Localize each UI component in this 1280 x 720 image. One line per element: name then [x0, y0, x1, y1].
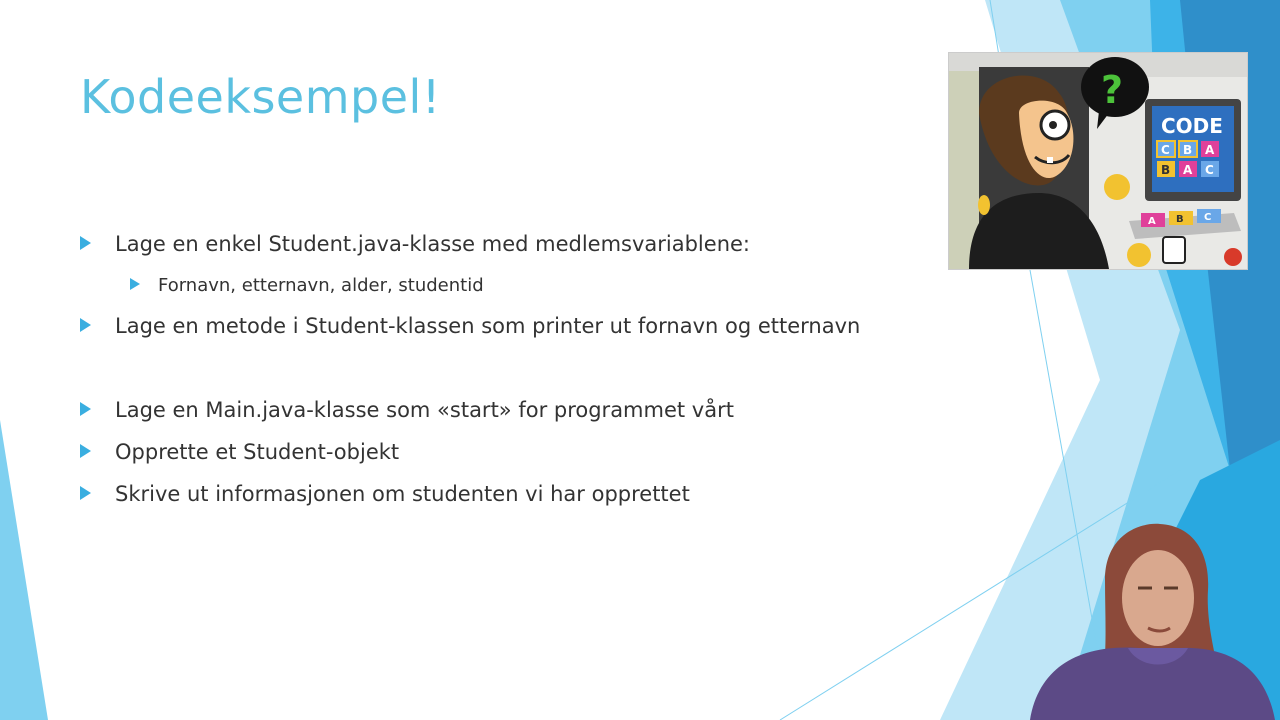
bullet-arrow-icon — [80, 402, 91, 416]
slide-title: Kodeeksempel! — [80, 70, 441, 124]
screen-tile-2: B — [1183, 143, 1193, 157]
bullet-text: Skrive ut informasjonen om studenten vi har opprettet — [115, 482, 690, 506]
screen-tile-4: B — [1161, 163, 1171, 177]
bullet-arrow-icon — [80, 236, 91, 250]
key-tile-3: C — [1204, 212, 1212, 223]
bullet-text: Opprette et Student-objekt — [115, 440, 400, 464]
question-mark-text: ? — [1101, 68, 1124, 112]
screen-tile-1: C — [1161, 143, 1170, 157]
bullet-item — [80, 398, 734, 422]
screen-tile-6: C — [1205, 163, 1214, 177]
screen-code-text: CODE — [1161, 114, 1223, 138]
bullet-arrow-icon — [130, 278, 140, 290]
bullet-item — [80, 232, 750, 256]
bullet-arrow-icon — [80, 318, 91, 332]
bullet-text: Fornavn, etternavn, alder, studentid — [158, 275, 484, 296]
key-tile-2: B — [1176, 214, 1184, 225]
bullet-item — [80, 314, 860, 338]
bullet-item — [80, 482, 690, 506]
screen-tile-3: A — [1205, 143, 1215, 157]
bullet-arrow-icon — [80, 486, 91, 500]
bullet-text: Lage en Main.java-klasse som «start» for programmet vårt — [115, 398, 734, 422]
sub-bullet-item — [130, 275, 484, 296]
screen-tile-5: A — [1183, 163, 1193, 177]
webcam-overlay — [1010, 510, 1280, 720]
bullet-text: Lage en metode i Student-klassen som printer ut fornavn og etternavn — [115, 314, 861, 338]
bullet-text: Lage en enkel Student.java-klasse med medlemsvariablene: — [115, 232, 750, 256]
presenter-video-icon — [1010, 510, 1280, 720]
key-tile-1: A — [1148, 216, 1156, 227]
cartoon-programmer-icon — [949, 53, 1247, 269]
bullet-item — [80, 440, 399, 464]
cartoon-illustration — [948, 52, 1248, 270]
bullet-arrow-icon — [80, 444, 91, 458]
bg-shape-left-sliver — [0, 420, 48, 720]
